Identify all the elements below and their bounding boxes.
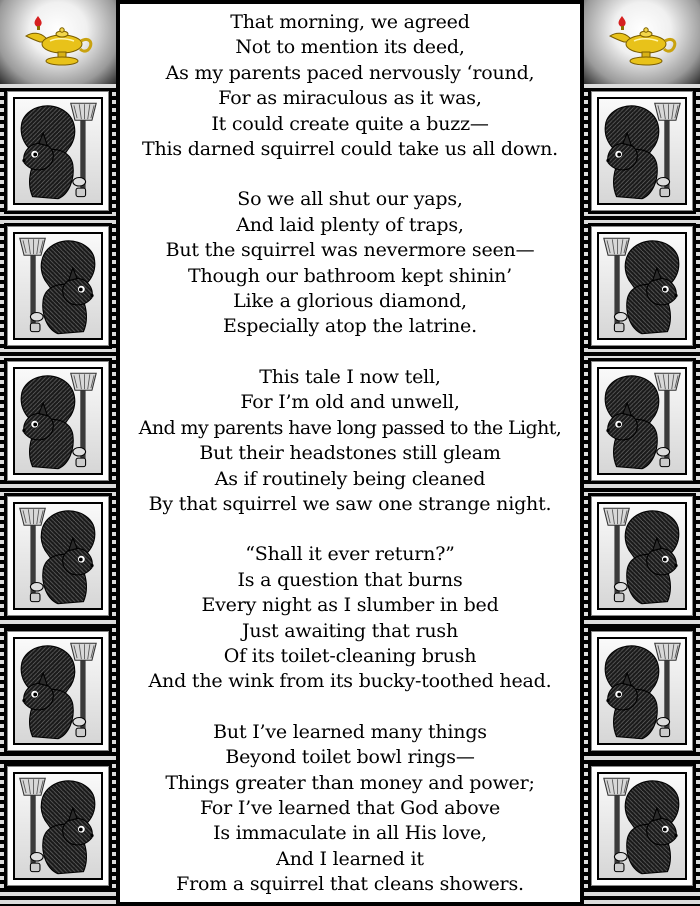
poem-panel bbox=[120, 4, 580, 902]
poem-line: “Shall it ever return?” bbox=[245, 543, 455, 566]
poem-line: Is a question that burns bbox=[237, 568, 463, 591]
left-border-column bbox=[0, 0, 116, 906]
squirrel-icon bbox=[599, 234, 685, 338]
squirrel-icon bbox=[599, 99, 685, 203]
lamp-header-right bbox=[584, 0, 700, 84]
poem-line: And I learned it bbox=[276, 847, 424, 870]
stanza-2 bbox=[120, 187, 580, 339]
poem-line: That morning, we agreed bbox=[230, 11, 470, 33]
squirrel-icon bbox=[599, 369, 685, 473]
poem-line: As if routinely being cleaned bbox=[214, 467, 486, 490]
squirrel-icon bbox=[599, 774, 685, 878]
squirrel-frame bbox=[4, 88, 112, 214]
squirrel-frame bbox=[588, 223, 696, 349]
poem-line: It could create quite a buzz— bbox=[211, 112, 489, 135]
squirrel-icon bbox=[15, 504, 101, 608]
poem-line: And the wink from its bucky-toothed head. bbox=[148, 670, 552, 693]
poem-line: Every night as I slumber in bed bbox=[201, 594, 499, 617]
poem-line: So we all shut our yaps, bbox=[237, 188, 463, 211]
poem-line: And my parents have long passed to the Light, bbox=[138, 416, 562, 439]
poem-line: This tale I now tell, bbox=[259, 365, 441, 388]
poem-line: Beyond toilet bowl rings— bbox=[225, 746, 475, 769]
poem-line: For I’ve learned that God above bbox=[199, 796, 501, 819]
squirrel-frame bbox=[588, 493, 696, 619]
squirrel-icon bbox=[15, 99, 101, 203]
stanza-3 bbox=[120, 365, 580, 517]
poem-line: Like a glorious diamond, bbox=[233, 290, 467, 313]
poem-line: For as miraculous as it was, bbox=[218, 87, 482, 110]
squirrel-icon bbox=[15, 369, 101, 473]
squirrel-frame bbox=[4, 628, 112, 754]
lamp-header-left bbox=[0, 0, 116, 84]
poem-line: Just awaiting that rush bbox=[241, 619, 458, 642]
squirrel-frame bbox=[4, 493, 112, 619]
squirrel-frame bbox=[588, 88, 696, 214]
oil-lamp-icon bbox=[602, 14, 682, 70]
poem-line: But their headstones still gleam bbox=[199, 442, 501, 465]
stanza-4 bbox=[120, 542, 580, 694]
poem-line: But the squirrel was nevermore seen— bbox=[165, 239, 535, 262]
right-border-column bbox=[584, 0, 700, 906]
stanza-1 bbox=[120, 10, 580, 162]
poem-line: Things greater than money and power; bbox=[165, 771, 535, 794]
poem-line: But I’ve learned many things bbox=[213, 720, 487, 743]
poem-line: And laid plenty of traps, bbox=[236, 213, 464, 236]
poem-line: Though our bathroom kept shinin’ bbox=[187, 264, 513, 287]
poem-line: Is immaculate in all His love, bbox=[213, 822, 487, 845]
squirrel-frame bbox=[4, 358, 112, 484]
squirrel-frame bbox=[588, 763, 696, 889]
poem-line: This darned squirrel could take us all down. bbox=[141, 138, 559, 161]
squirrel-icon bbox=[599, 639, 685, 743]
poem-line: Especially atop the latrine. bbox=[223, 315, 477, 338]
poem-line: As my parents paced nervously ‘round, bbox=[165, 61, 535, 84]
poem-line: Not to mention its deed, bbox=[235, 36, 465, 59]
squirrel-frame bbox=[4, 763, 112, 889]
squirrel-icon bbox=[599, 504, 685, 608]
squirrel-icon bbox=[15, 234, 101, 338]
poem-line: By that squirrel we saw one strange night. bbox=[148, 492, 552, 515]
squirrel-frame bbox=[4, 223, 112, 349]
poem-line: Of its toilet-cleaning brush bbox=[223, 644, 477, 667]
poem-line: From a squirrel that cleans showers. bbox=[176, 873, 524, 896]
squirrel-frame bbox=[588, 358, 696, 484]
stanza-5 bbox=[120, 720, 580, 898]
oil-lamp-icon bbox=[18, 14, 98, 70]
squirrel-frame bbox=[588, 628, 696, 754]
squirrel-icon bbox=[15, 639, 101, 743]
poem-line: For I’m old and unwell, bbox=[240, 391, 460, 414]
squirrel-icon bbox=[15, 774, 101, 878]
